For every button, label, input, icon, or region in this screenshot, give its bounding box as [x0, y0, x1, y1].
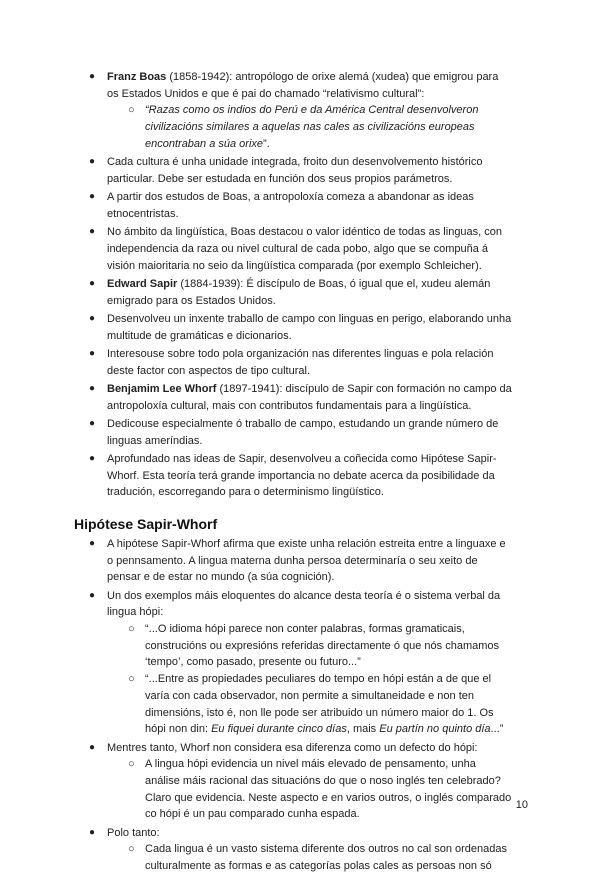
list-item [0, 224, 600, 274]
bullet-icon: ● [89, 417, 96, 429]
list-item [0, 276, 600, 309]
bullet-icon: ● [89, 537, 96, 549]
list-item [0, 451, 600, 501]
sub-list-item [0, 621, 512, 671]
list-item [0, 588, 600, 738]
section-heading: Hipótese Sapir-Whorf [74, 515, 218, 532]
list-item-text: Un dos exemplos máis eloquentes do alcance desta teoría é o sistema verbal da lingua hópi: [107, 589, 501, 619]
quote-text: , mais [346, 723, 380, 736]
list-item-name: Franz Boas [107, 71, 167, 83]
circle-bullet-icon: ○ [128, 673, 135, 686]
list-item-name: Edward Sapir [107, 277, 178, 290]
list-item-text: A hipótese Sapir-Whorf afirma que existe unha relación estreita entre a linguaxe e o pennsamento. A lingua materna dunha persoa determinaría o seu xeito de pensar e de estar no mundo (a súa cognición). [107, 537, 506, 584]
list-item-text: (1884-1939): É discípulo de Boas, ó igual que el, xudeu alemán emigrado para os Estados Unidos. [107, 277, 491, 307]
bullet-icon: ● [89, 826, 96, 838]
list-item [0, 825, 600, 875]
list-item-text: (1897-1941): discípulo de Sapir con formación no campo da antropoloxía cultural, mais con contributos fundamentais para a lingüística. [107, 382, 512, 412]
sub-list [107, 841, 512, 874]
circle-bullet-icon: ○ [128, 843, 135, 856]
page-number: 10 [515, 799, 528, 811]
list-item [0, 416, 600, 449]
bullet-icon: ● [89, 226, 96, 238]
sub-list-item [0, 671, 512, 738]
bullet-icon: ● [89, 452, 96, 464]
list-item-text: Desenvolveu un inxente traballo de campo con linguas en perigo, elaborando unha multitude de gramáticas e dicionarios. [107, 312, 512, 342]
sub-list-item [0, 102, 512, 152]
bullet-icon: ● [89, 312, 96, 324]
list-item-name: Benjamim Lee Whorf [107, 382, 217, 395]
bullet-icon: ● [89, 191, 96, 203]
circle-bullet-icon: ○ [128, 623, 135, 636]
section2-list [0, 536, 600, 875]
bullet-icon: ● [89, 382, 96, 394]
list-item [0, 69, 600, 153]
quote-open: “ [145, 104, 149, 117]
list-item [0, 536, 600, 586]
quote-close: ”. [263, 137, 270, 150]
page-content [0, 69, 600, 876]
sub-list [107, 102, 512, 152]
circle-bullet-icon: ○ [128, 758, 135, 771]
list-item [0, 381, 600, 414]
bullet-icon: ● [89, 277, 96, 289]
bullet-icon: ● [89, 589, 96, 601]
list-item [0, 346, 600, 379]
bullet-icon: ● [89, 156, 96, 168]
quote-text: “...Entre as propiedades peculiares do tempo en hópi están a de que el varía con cada observador, non permite a simultaneidade e non ten dimensións, isto é, non lle pode ser atribuido un número maior do 1. Os hópi non din: [145, 673, 494, 736]
sub-list-text: Cada lingua é un vasto sistema diferente dos outros no cal son ordenadas culturalmente as formas e as categorías polas cales as persoas non só [145, 843, 508, 873]
sub-list-item [0, 841, 512, 874]
quote-text [145, 104, 478, 149]
example-italic: Eu fiquei durante cinco días [211, 723, 347, 736]
quote-body: Razas como os indios do Perú e da América Central desenvolveron civilizacións similares a aquelas nas cales as civilizacións europeas encontraban a súa orixe [145, 104, 479, 150]
list-item [0, 189, 600, 222]
list-item [0, 154, 600, 187]
quote-text: ...” [490, 723, 504, 736]
bullet-icon: ● [89, 741, 96, 753]
sub-list-text: A lingua hópi evidencia un nivel máis elevado de pensamento, unha análise máis racional das situacións do que o noso inglés ten celebrado? Claro que evidencia. Neste aspecto e en varios outros, o inglés comparado co hópi é un pau comparado cunha espada. [145, 758, 512, 821]
sub-list [107, 621, 512, 738]
quote-text: “...O idioma hópi parece non conter palabras, formas gramaticais, construcións ou expresións referidas directamente ó que nós chamamos ‘tempo’, como pasado, presente ou futuro...” [145, 623, 500, 669]
list-item-text: Interesouse sobre todo pola organización nas diferentes linguas e pola relación deste factor con aspectos de tipo cultural. [107, 347, 494, 377]
sub-list [107, 756, 512, 823]
sub-list-item [0, 756, 512, 823]
list-item-text: (1858-1942): antropólogo de orixe alemá (xudea) que emigrou para os Estados Unidos e que é pai do chamado “relativismo cultural”: [107, 71, 499, 100]
list-item [0, 740, 600, 824]
section1-list [0, 69, 600, 501]
list-item-text: Aprofundado nas ideas de Sapir, desenvolveu a coñecida como Hipótese Sapir-Whorf. Esta teoría terá grande importancia no debate acerca da posibilidade da tradución, escorregando para o determinismo lingüístico. [107, 452, 497, 499]
bullet-icon: ● [89, 347, 96, 359]
list-item-text: A partir dos estudos de Boas, a antropoloxía comeza a abandonar as ideas etnocentristas. [107, 191, 474, 220]
list-item-text: Cada cultura é unha unidade integrada, froito dun desenvolvemento histórico particular. Debe ser estudada en función dos seus propios parámetros. [107, 156, 483, 185]
list-item [0, 311, 600, 344]
list-item-text: Mentres tanto, Whorf non considera esa diferenza como un defecto do hópi: [107, 741, 478, 754]
list-item-text: No ámbito da lingüística, Boas destacou o valor idéntico de todas as linguas, con independencia da raza ou nivel cultural de cada pobo, algo que se compuña á visión maioritaria no seio da lingüística comparada (por exemplo Schleicher). [107, 226, 503, 272]
list-item-text: Polo tanto: [107, 826, 160, 839]
circle-bullet-icon: ○ [128, 104, 135, 117]
list-item-text: Dedicouse especialmente ó traballo de campo, estudando un grande número de linguas ameríndias. [107, 417, 499, 447]
bullet-icon: ● [89, 71, 96, 82]
example-italic: Eu partín no quinto día [379, 723, 491, 736]
